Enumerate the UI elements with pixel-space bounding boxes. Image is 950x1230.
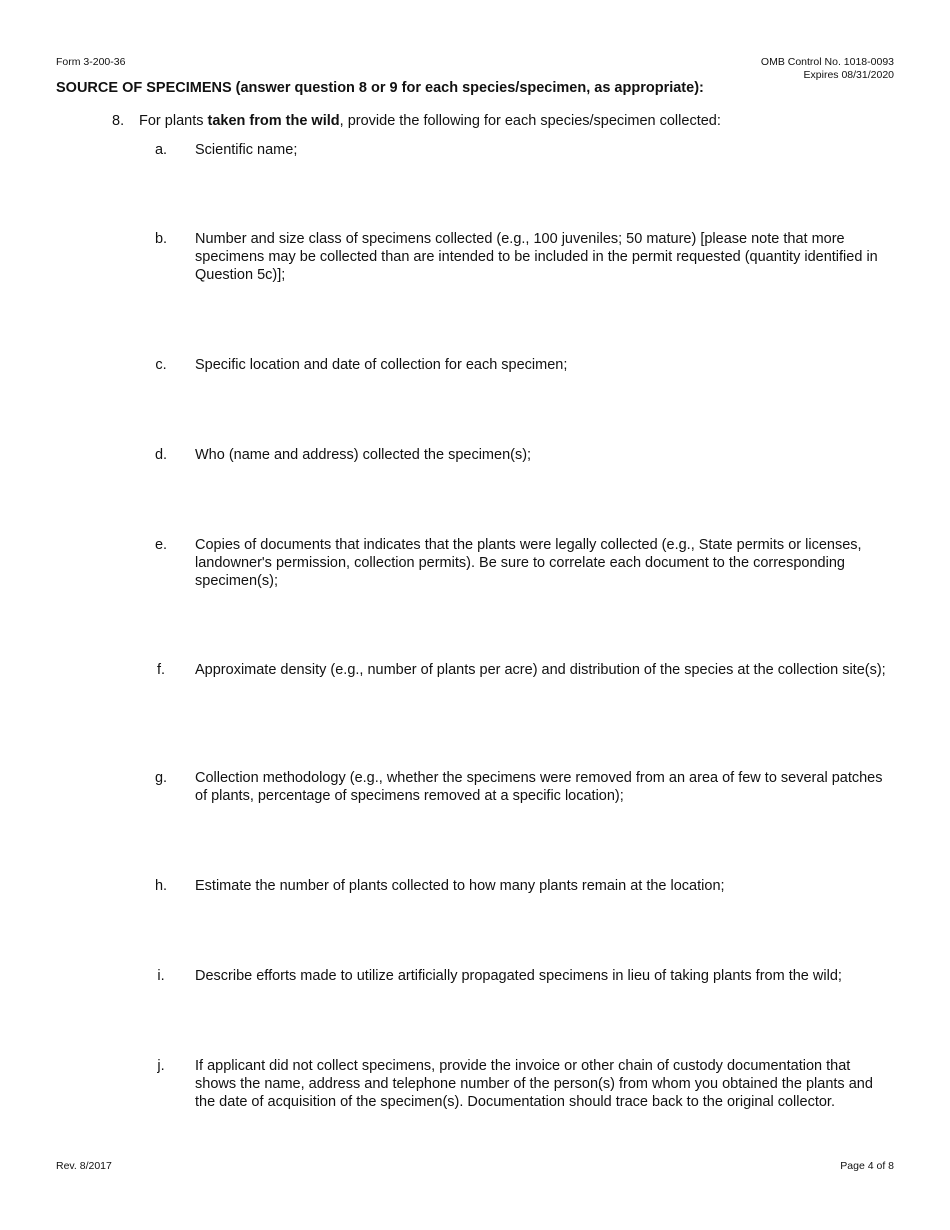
item-letter: b. bbox=[154, 231, 168, 247]
item-text: Describe efforts made to utilize artificially propagated specimens in lieu of taking plants from the wild; bbox=[195, 968, 842, 984]
revision-date: Rev. 8/2017 bbox=[56, 1160, 112, 1172]
item-letter: c. bbox=[155, 357, 167, 373]
item-text: Approximate density (e.g., number of plants per acre) and distribution of the species at the collection site(s); bbox=[195, 662, 886, 678]
list-item-a bbox=[152, 141, 892, 159]
page-number: Page 4 of 8 bbox=[840, 1160, 894, 1172]
omb-control-number: OMB Control No. 1018-0093 bbox=[760, 56, 894, 68]
item-text: Who (name and address) collected the specimen(s); bbox=[195, 447, 532, 463]
item-text: Copies of documents that indicates that the plants were legally collected (e.g., State permits or licenses, landowner's permission, collection permits). Be sure to correlate each document to the corresponding specimen(s); bbox=[195, 537, 862, 589]
item-text: If applicant did not collect specimens, provide the invoice or other chain of custody documentation that shows the name, address and telephone number of the person(s) from whom you obtained the plants and the date of acquisition of the specimen(s). Documentation should trace back to the original collector. bbox=[195, 1058, 873, 1110]
item-letter: j. bbox=[157, 1058, 165, 1074]
item-letter: a. bbox=[154, 142, 168, 158]
question-emphasis: taken from the wild bbox=[207, 113, 340, 129]
item-letter: d. bbox=[154, 447, 168, 463]
list-item-e bbox=[152, 536, 892, 590]
item-letter: e. bbox=[154, 537, 168, 553]
list-item-f bbox=[152, 661, 892, 679]
question-suffix: , provide the following for each species/specimen collected: bbox=[339, 113, 721, 129]
item-letter: i. bbox=[157, 968, 165, 984]
form-number: Form 3-200-36 bbox=[56, 56, 126, 68]
item-text: Estimate the number of plants collected to how many plants remain at the location; bbox=[195, 878, 725, 894]
section-heading: SOURCE OF SPECIMENS (answer question 8 or 9 for each species/specimen, as appropriate): bbox=[56, 80, 704, 96]
question-8 bbox=[112, 113, 721, 129]
item-text: Number and size class of specimens collected (e.g., 100 juveniles; 50 mature) [please note that more specimens may be collected than are intended to be included in the permit requested (quantity identified in Question 5c)]; bbox=[195, 231, 878, 283]
item-text: Collection methodology (e.g., whether the specimens were removed from an area of few to several patches of plants, percentage of specimens removed at a specific location); bbox=[195, 770, 883, 804]
omb-control-block bbox=[761, 56, 894, 82]
item-letter: g. bbox=[154, 770, 168, 786]
list-item-b bbox=[152, 230, 892, 284]
list-item-i bbox=[152, 967, 892, 985]
list-item-g bbox=[152, 769, 892, 805]
item-letter: h. bbox=[154, 878, 168, 894]
item-text: Scientific name; bbox=[195, 142, 298, 158]
expiration-date: Expires 08/31/2020 bbox=[803, 69, 894, 81]
item-letter: f. bbox=[156, 662, 166, 678]
list-item-d bbox=[152, 446, 892, 464]
question-prefix: For plants bbox=[139, 113, 208, 129]
item-text: Specific location and date of collection for each specimen; bbox=[195, 357, 568, 373]
question-number: 8. bbox=[112, 113, 125, 129]
list-item-c bbox=[152, 356, 892, 374]
list-item-h bbox=[152, 877, 892, 895]
list-item-j bbox=[152, 1057, 892, 1111]
